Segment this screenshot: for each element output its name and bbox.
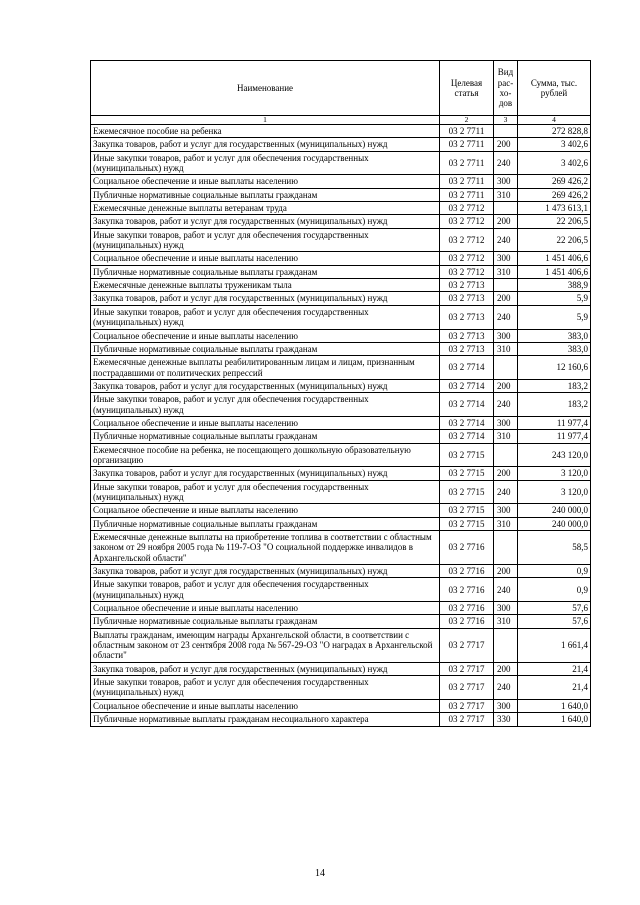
cell-name: Публичные нормативные социальные выплаты гражданам <box>91 615 440 628</box>
cell-sum: 5,9 <box>518 292 591 305</box>
cell-vid: 240 <box>494 480 518 504</box>
cell-code: 03 2 7715 <box>440 443 494 467</box>
cell-vid: 240 <box>494 578 518 602</box>
cell-name: Закупка товаров, работ и услуг для государственных (муниципальных) нужд <box>91 467 440 480</box>
cell-code: 03 2 7715 <box>440 480 494 504</box>
cell-code: 03 2 7717 <box>440 662 494 675</box>
cell-vid: 330 <box>494 713 518 726</box>
cell-name: Закупка товаров, работ и услуг для государственных (муниципальных) нужд <box>91 215 440 228</box>
cell-name: Иные закупки товаров, работ и услуг для обеспечения государственных (муниципальных) нужд <box>91 676 440 700</box>
table-row <box>91 699 591 712</box>
cell-sum: 22 206,5 <box>518 215 591 228</box>
column-number-3: 3 <box>494 116 518 125</box>
cell-code: 03 2 7713 <box>440 292 494 305</box>
table-row <box>91 393 591 417</box>
cell-code: 03 2 7715 <box>440 467 494 480</box>
table-row <box>91 188 591 201</box>
cell-name: Ежемесячные денежные выплаты реабилитированным лицам и лицам, признанным пострадавшими от политических репрессий <box>91 356 440 380</box>
header-expense-type: Вид рас-хо-дов <box>494 61 518 116</box>
cell-sum: 12 160,6 <box>518 356 591 380</box>
table-row <box>91 467 591 480</box>
cell-vid: 200 <box>494 467 518 480</box>
cell-name: Выплаты гражданам, имеющим награды Архангельской области, в соответствии с областным законом от 23 сентября 2008 года № 567-29-ОЗ "О наградах в Архангельской области" <box>91 628 440 662</box>
cell-vid <box>494 279 518 292</box>
cell-sum: 11 977,4 <box>518 416 591 429</box>
cell-code: 03 2 7712 <box>440 252 494 265</box>
cell-name: Ежемесячные денежные выплаты на приобретение топлива в соответствии с областным законом от 29 ноября 2005 года № 119-7-ОЗ "О социальной поддержке инвалидов в Архангельской области" <box>91 531 440 565</box>
header-sum: Сумма, тыс. рублей <box>518 61 591 116</box>
table-row <box>91 565 591 578</box>
cell-vid: 200 <box>494 292 518 305</box>
cell-sum: 243 120,0 <box>518 443 591 467</box>
table-row <box>91 125 591 138</box>
cell-name: Иные закупки товаров, работ и услуг для обеспечения государственных (муниципальных) нужд <box>91 578 440 602</box>
table-row <box>91 531 591 565</box>
cell-code: 03 2 7711 <box>440 138 494 151</box>
table-row <box>91 279 591 292</box>
cell-name: Публичные нормативные социальные выплаты гражданам <box>91 188 440 201</box>
cell-name: Социальное обеспечение и иные выплаты населению <box>91 175 440 188</box>
table-row <box>91 676 591 700</box>
cell-code: 03 2 7713 <box>440 342 494 355</box>
cell-vid: 200 <box>494 662 518 675</box>
cell-vid: 310 <box>494 615 518 628</box>
cell-code: 03 2 7712 <box>440 215 494 228</box>
budget-table <box>90 60 591 727</box>
cell-name: Публичные нормативные социальные выплаты гражданам <box>91 517 440 530</box>
cell-code: 03 2 7711 <box>440 188 494 201</box>
table-row <box>91 356 591 380</box>
cell-sum: 269 426,2 <box>518 188 591 201</box>
table-row <box>91 292 591 305</box>
cell-vid: 200 <box>494 138 518 151</box>
cell-sum: 240 000,0 <box>518 504 591 517</box>
cell-vid: 240 <box>494 228 518 252</box>
cell-vid: 300 <box>494 602 518 615</box>
cell-code: 03 2 7716 <box>440 565 494 578</box>
cell-vid: 200 <box>494 379 518 392</box>
cell-name: Иные закупки товаров, работ и услуг для обеспечения государственных (муниципальных) нужд <box>91 393 440 417</box>
cell-name: Иные закупки товаров, работ и услуг для обеспечения государственных (муниципальных) нужд <box>91 228 440 252</box>
cell-code: 03 2 7716 <box>440 615 494 628</box>
table-row <box>91 615 591 628</box>
cell-code: 03 2 7714 <box>440 379 494 392</box>
cell-vid: 240 <box>494 151 518 175</box>
table-row <box>91 517 591 530</box>
cell-code: 03 2 7717 <box>440 628 494 662</box>
cell-vid <box>494 443 518 467</box>
cell-sum: 1 661,4 <box>518 628 591 662</box>
cell-sum: 383,0 <box>518 329 591 342</box>
column-number-1: 1 <box>91 116 440 125</box>
table-row <box>91 430 591 443</box>
cell-vid: 300 <box>494 416 518 429</box>
cell-vid: 310 <box>494 430 518 443</box>
table-row <box>91 713 591 726</box>
table-row <box>91 305 591 329</box>
table-row <box>91 379 591 392</box>
cell-name: Иные закупки товаров, работ и услуг для обеспечения государственных (муниципальных) нужд <box>91 305 440 329</box>
cell-sum: 272 828,8 <box>518 125 591 138</box>
cell-sum: 11 977,4 <box>518 430 591 443</box>
cell-name: Социальное обеспечение и иные выплаты населению <box>91 699 440 712</box>
cell-code: 03 2 7712 <box>440 202 494 215</box>
table-row <box>91 662 591 675</box>
cell-vid: 240 <box>494 305 518 329</box>
cell-vid <box>494 125 518 138</box>
table-row <box>91 443 591 467</box>
column-number-4: 4 <box>518 116 591 125</box>
cell-code: 03 2 7716 <box>440 578 494 602</box>
cell-vid: 200 <box>494 565 518 578</box>
table-row <box>91 202 591 215</box>
cell-name: Ежемесячные денежные выплаты ветеранам труда <box>91 202 440 215</box>
cell-sum: 22 206,5 <box>518 228 591 252</box>
cell-sum: 5,9 <box>518 305 591 329</box>
cell-name: Ежемесячное пособие на ребенка <box>91 125 440 138</box>
cell-name: Закупка товаров, работ и услуг для государственных (муниципальных) нужд <box>91 565 440 578</box>
cell-vid: 200 <box>494 215 518 228</box>
table-row <box>91 215 591 228</box>
table-row <box>91 504 591 517</box>
cell-code: 03 2 7713 <box>440 279 494 292</box>
cell-code: 03 2 7713 <box>440 305 494 329</box>
cell-code: 03 2 7715 <box>440 504 494 517</box>
cell-vid: 310 <box>494 188 518 201</box>
cell-sum: 1 451 406,6 <box>518 265 591 278</box>
cell-sum: 1 473 613,1 <box>518 202 591 215</box>
cell-sum: 3 120,0 <box>518 467 591 480</box>
cell-sum: 1 640,0 <box>518 699 591 712</box>
cell-sum: 240 000,0 <box>518 517 591 530</box>
table-row <box>91 252 591 265</box>
cell-name: Публичные нормативные социальные выплаты гражданам <box>91 342 440 355</box>
cell-name: Социальное обеспечение и иные выплаты населению <box>91 416 440 429</box>
cell-sum: 3 402,6 <box>518 151 591 175</box>
budget-table-container <box>90 60 590 727</box>
cell-sum: 3 120,0 <box>518 480 591 504</box>
table-row <box>91 416 591 429</box>
cell-sum: 58,5 <box>518 531 591 565</box>
cell-code: 03 2 7716 <box>440 531 494 565</box>
cell-code: 03 2 7712 <box>440 265 494 278</box>
cell-name: Иные закупки товаров, работ и услуг для обеспечения государственных (муниципальных) нужд <box>91 480 440 504</box>
cell-code: 03 2 7712 <box>440 228 494 252</box>
table-row <box>91 228 591 252</box>
cell-vid: 310 <box>494 265 518 278</box>
cell-name: Публичные нормативные социальные выплаты гражданам <box>91 265 440 278</box>
table-header-row <box>91 61 591 116</box>
cell-vid <box>494 356 518 380</box>
table-row <box>91 480 591 504</box>
cell-sum: 388,9 <box>518 279 591 292</box>
cell-sum: 383,0 <box>518 342 591 355</box>
cell-name: Закупка товаров, работ и услуг для государственных (муниципальных) нужд <box>91 662 440 675</box>
table-row <box>91 602 591 615</box>
table-row <box>91 151 591 175</box>
cell-code: 03 2 7717 <box>440 676 494 700</box>
cell-vid: 300 <box>494 175 518 188</box>
cell-sum: 1 640,0 <box>518 713 591 726</box>
cell-name: Социальное обеспечение и иные выплаты населению <box>91 329 440 342</box>
table-body <box>91 125 591 727</box>
table-row <box>91 628 591 662</box>
table-row <box>91 578 591 602</box>
table-row <box>91 265 591 278</box>
cell-sum: 3 402,6 <box>518 138 591 151</box>
cell-name: Закупка товаров, работ и услуг для государственных (муниципальных) нужд <box>91 138 440 151</box>
cell-name: Социальное обеспечение и иные выплаты населению <box>91 602 440 615</box>
table-row <box>91 175 591 188</box>
cell-vid: 300 <box>494 699 518 712</box>
cell-vid: 300 <box>494 504 518 517</box>
cell-code: 03 2 7715 <box>440 517 494 530</box>
cell-vid <box>494 531 518 565</box>
cell-code: 03 2 7711 <box>440 125 494 138</box>
cell-code: 03 2 7714 <box>440 393 494 417</box>
cell-sum: 57,6 <box>518 602 591 615</box>
cell-sum: 57,6 <box>518 615 591 628</box>
cell-sum: 183,2 <box>518 379 591 392</box>
cell-name: Ежемесячное пособие на ребенка, не посещающего дошкольную образовательную организацию <box>91 443 440 467</box>
cell-code: 03 2 7713 <box>440 329 494 342</box>
cell-sum: 1 451 406,6 <box>518 252 591 265</box>
cell-sum: 21,4 <box>518 676 591 700</box>
cell-name: Иные закупки товаров, работ и услуг для обеспечения государственных (муниципальных) нужд <box>91 151 440 175</box>
cell-vid: 240 <box>494 676 518 700</box>
cell-name: Ежемесячные денежные выплаты труженикам тыла <box>91 279 440 292</box>
cell-sum: 0,9 <box>518 565 591 578</box>
cell-vid: 240 <box>494 393 518 417</box>
cell-vid: 300 <box>494 329 518 342</box>
cell-sum: 21,4 <box>518 662 591 675</box>
cell-name: Публичные нормативные социальные выплаты гражданам <box>91 430 440 443</box>
cell-name: Социальное обеспечение и иные выплаты населению <box>91 252 440 265</box>
cell-name: Публичные нормативные выплаты гражданам несоциального характера <box>91 713 440 726</box>
column-number-2: 2 <box>440 116 494 125</box>
cell-vid: 310 <box>494 517 518 530</box>
cell-vid <box>494 628 518 662</box>
cell-sum: 183,2 <box>518 393 591 417</box>
header-name: Наименование <box>91 61 440 116</box>
cell-code: 03 2 7711 <box>440 175 494 188</box>
table-row <box>91 329 591 342</box>
cell-vid: 310 <box>494 342 518 355</box>
cell-sum: 269 426,2 <box>518 175 591 188</box>
cell-code: 03 2 7714 <box>440 356 494 380</box>
cell-code: 03 2 7716 <box>440 602 494 615</box>
cell-name: Социальное обеспечение и иные выплаты населению <box>91 504 440 517</box>
cell-vid <box>494 202 518 215</box>
table-row <box>91 138 591 151</box>
cell-code: 03 2 7711 <box>440 151 494 175</box>
cell-name: Закупка товаров, работ и услуг для государственных (муниципальных) нужд <box>91 292 440 305</box>
cell-sum: 0,9 <box>518 578 591 602</box>
cell-code: 03 2 7714 <box>440 416 494 429</box>
cell-code: 03 2 7717 <box>440 699 494 712</box>
cell-code: 03 2 7714 <box>440 430 494 443</box>
cell-name: Закупка товаров, работ и услуг для государственных (муниципальных) нужд <box>91 379 440 392</box>
column-number-row <box>91 116 591 125</box>
cell-code: 03 2 7717 <box>440 713 494 726</box>
table-row <box>91 342 591 355</box>
cell-vid: 300 <box>494 252 518 265</box>
page-number: 14 <box>315 868 325 879</box>
header-target-article: Целевая статья <box>440 61 494 116</box>
